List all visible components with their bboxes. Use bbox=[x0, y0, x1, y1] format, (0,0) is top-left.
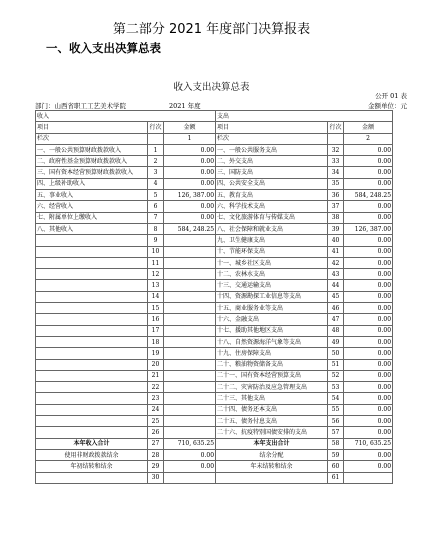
expense-row-no: 35 bbox=[328, 178, 344, 189]
income-row-no: 18 bbox=[148, 336, 164, 347]
expense-row-no: 32 bbox=[328, 144, 344, 155]
expense-item: 四、公共安全支出 bbox=[216, 178, 328, 189]
income-row-no: 8 bbox=[148, 223, 164, 234]
income-item bbox=[36, 257, 148, 268]
footer-row bbox=[36, 449, 393, 460]
expense-item: 十、节能环保支出 bbox=[216, 246, 328, 257]
income-row-no: 12 bbox=[148, 269, 164, 280]
table-row bbox=[36, 303, 393, 314]
expense-total-row-no: 58 bbox=[328, 438, 344, 449]
expense-item: 结余分配 bbox=[216, 449, 328, 460]
income-item bbox=[36, 382, 148, 393]
income-item bbox=[36, 416, 148, 427]
expense-amount: 0.00 bbox=[344, 382, 393, 393]
table-row bbox=[36, 404, 393, 415]
income-row-no: 10 bbox=[148, 246, 164, 257]
expense-amount: 0.00 bbox=[344, 336, 393, 347]
expense-item: 九、卫生健康支出 bbox=[216, 235, 328, 246]
income-item bbox=[36, 348, 148, 359]
income-row-no: 19 bbox=[148, 348, 164, 359]
expense-amount: 0.00 bbox=[344, 404, 393, 415]
expense-amount: 0.00 bbox=[344, 427, 393, 438]
income-amount: 0.00 bbox=[164, 212, 216, 223]
income-row-no: 15 bbox=[148, 303, 164, 314]
expense-amount: 0.00 bbox=[344, 303, 393, 314]
income-row-no: 7 bbox=[148, 212, 164, 223]
income-row-no: 6 bbox=[148, 201, 164, 212]
expense-item: 二、外交支出 bbox=[216, 156, 328, 167]
income-amount: 0.00 bbox=[164, 449, 216, 460]
expense-amount: 0.00 bbox=[344, 291, 393, 302]
income-amount bbox=[164, 370, 216, 381]
header-row-colno bbox=[36, 133, 393, 144]
table-row bbox=[36, 167, 393, 178]
expense-amount: 0.00 bbox=[344, 325, 393, 336]
expense-amount: 0.00 bbox=[344, 280, 393, 291]
expense-amount: 0.00 bbox=[344, 235, 393, 246]
header-row-section bbox=[36, 111, 393, 122]
income-amount bbox=[164, 257, 216, 268]
expense-item: 十五、商业服务业等支出 bbox=[216, 303, 328, 314]
income-amount: 126, 387.00 bbox=[164, 190, 216, 201]
income-total-amount: 710, 635.25 bbox=[164, 438, 216, 449]
income-expense-table bbox=[35, 110, 393, 484]
expense-item: 八、社会保障和就业支出 bbox=[216, 223, 328, 234]
income-row-no: 29 bbox=[148, 461, 164, 472]
income-amount bbox=[164, 269, 216, 280]
expense-row-no: 33 bbox=[328, 156, 344, 167]
income-row-no: 20 bbox=[148, 359, 164, 370]
income-amount bbox=[164, 314, 216, 325]
income-item bbox=[36, 269, 148, 280]
income-amount bbox=[164, 246, 216, 257]
expense-amount: 0.00 bbox=[344, 359, 393, 370]
table-row bbox=[36, 280, 393, 291]
income-item bbox=[36, 235, 148, 246]
expense-row-no: 53 bbox=[328, 382, 344, 393]
expense-item: 二十一、国有资本经营预算支出 bbox=[216, 370, 328, 381]
empty-cell bbox=[148, 133, 164, 144]
expense-item: 二十、粮油物资储备支出 bbox=[216, 359, 328, 370]
expense-row-no: 37 bbox=[328, 201, 344, 212]
income-total-row-no: 27 bbox=[148, 438, 164, 449]
income-amount bbox=[164, 416, 216, 427]
expense-item: 十四、资源勘探工业信息等支出 bbox=[216, 291, 328, 302]
expense-amount: 0.00 bbox=[344, 212, 393, 223]
expense-row-no: 56 bbox=[328, 416, 344, 427]
expense-amount: 0.00 bbox=[344, 167, 393, 178]
income-amount bbox=[164, 348, 216, 359]
income-row-no: 9 bbox=[148, 235, 164, 246]
expense-item: 十六、金融支出 bbox=[216, 314, 328, 325]
expense-amount: 0.00 bbox=[344, 416, 393, 427]
expense-amount: 0.00 bbox=[344, 449, 393, 460]
expense-item: 五、教育支出 bbox=[216, 190, 328, 201]
expense-row-no: 39 bbox=[328, 223, 344, 234]
expense-header: 支出 bbox=[216, 111, 393, 122]
expense-row-no: 43 bbox=[328, 269, 344, 280]
expense-row-no: 40 bbox=[328, 235, 344, 246]
expense-row-no: 45 bbox=[328, 291, 344, 302]
col-no-label: 栏次 bbox=[216, 133, 328, 144]
empty-cell bbox=[328, 133, 344, 144]
table-row bbox=[36, 336, 393, 347]
income-row-no: 14 bbox=[148, 291, 164, 302]
income-row-no: 25 bbox=[148, 416, 164, 427]
expense-row-no: 55 bbox=[328, 404, 344, 415]
expense-amount: 0.00 bbox=[344, 246, 393, 257]
expense-amount: 0.00 bbox=[344, 144, 393, 155]
income-item bbox=[36, 336, 148, 347]
income-amount bbox=[164, 291, 216, 302]
expense-row-no: 41 bbox=[328, 246, 344, 257]
expense-item bbox=[216, 472, 328, 483]
table-row bbox=[36, 370, 393, 381]
income-item: 七、附属单位上缴收入 bbox=[36, 212, 148, 223]
table-row bbox=[36, 269, 393, 280]
income-item: 年初结转和结余 bbox=[36, 461, 148, 472]
department-label: 部门：山西省职工工艺美术学院 bbox=[35, 102, 126, 110]
income-item: 二、政府性基金预算财政拨款收入 bbox=[36, 156, 148, 167]
table-row bbox=[36, 144, 393, 155]
income-amount: 0.00 bbox=[164, 201, 216, 212]
income-amount: 0.00 bbox=[164, 178, 216, 189]
income-amount bbox=[164, 359, 216, 370]
expense-amount: 0.00 bbox=[344, 269, 393, 280]
income-amount bbox=[164, 336, 216, 347]
table-row bbox=[36, 201, 393, 212]
expense-amount: 0.00 bbox=[344, 201, 393, 212]
expense-row-no: 54 bbox=[328, 393, 344, 404]
footer-row bbox=[36, 461, 393, 472]
expense-amount: 0.00 bbox=[344, 393, 393, 404]
income-row-no: 23 bbox=[148, 393, 164, 404]
expense-row-no: 44 bbox=[328, 280, 344, 291]
row-no-header: 行次 bbox=[328, 122, 344, 133]
item-header: 项目 bbox=[216, 122, 328, 133]
expense-row-no: 49 bbox=[328, 336, 344, 347]
expense-row-no: 50 bbox=[328, 348, 344, 359]
expense-item: 三、国防支出 bbox=[216, 167, 328, 178]
amount-header: 金额 bbox=[344, 122, 393, 133]
table-row bbox=[36, 190, 393, 201]
income-item: 一、一般公共预算财政拨款收入 bbox=[36, 144, 148, 155]
income-amount bbox=[164, 235, 216, 246]
income-amount bbox=[164, 404, 216, 415]
table-row bbox=[36, 223, 393, 234]
table-row bbox=[36, 156, 393, 167]
item-header: 项目 bbox=[36, 122, 148, 133]
expense-amount: 0.00 bbox=[344, 348, 393, 359]
section-title: 一、收入支出决算总表 bbox=[46, 41, 161, 55]
expense-row-no: 38 bbox=[328, 212, 344, 223]
unit-label: 金额单位：元 bbox=[368, 102, 407, 110]
income-row-no: 22 bbox=[148, 382, 164, 393]
expense-row-no: 61 bbox=[328, 472, 344, 483]
expense-row-no: 51 bbox=[328, 359, 344, 370]
expense-row-no: 57 bbox=[328, 427, 344, 438]
income-amount bbox=[164, 472, 216, 483]
income-amount: 0.00 bbox=[164, 156, 216, 167]
expense-amount: 0.00 bbox=[344, 370, 393, 381]
income-item bbox=[36, 291, 148, 302]
expense-row-no: 59 bbox=[328, 449, 344, 460]
income-item bbox=[36, 370, 148, 381]
income-amount: 0.00 bbox=[164, 461, 216, 472]
expense-row-no: 36 bbox=[328, 190, 344, 201]
expense-item: 二十六、抗疫特别国债安排的支出 bbox=[216, 427, 328, 438]
table-row bbox=[36, 382, 393, 393]
income-item bbox=[36, 314, 148, 325]
expense-amount: 0.00 bbox=[344, 257, 393, 268]
income-amount bbox=[164, 280, 216, 291]
expense-row-no: 47 bbox=[328, 314, 344, 325]
table-row bbox=[36, 291, 393, 302]
col-no-2: 2 bbox=[344, 133, 393, 144]
income-item bbox=[36, 404, 148, 415]
income-amount bbox=[164, 427, 216, 438]
table-title: 收入支出决算总表 bbox=[173, 82, 250, 93]
amount-header: 金额 bbox=[164, 122, 216, 133]
expense-amount bbox=[344, 472, 393, 483]
expense-item: 十八、自然资源海洋气象等支出 bbox=[216, 336, 328, 347]
income-row-no: 3 bbox=[148, 167, 164, 178]
income-row-no: 17 bbox=[148, 325, 164, 336]
income-row-no: 4 bbox=[148, 178, 164, 189]
footer-row bbox=[36, 472, 393, 483]
table-row bbox=[36, 257, 393, 268]
table-row bbox=[36, 314, 393, 325]
income-item: 使用非财政拨款结余 bbox=[36, 449, 148, 460]
income-item bbox=[36, 393, 148, 404]
table-row bbox=[36, 393, 393, 404]
income-item: 八、其他收入 bbox=[36, 223, 148, 234]
income-item bbox=[36, 303, 148, 314]
expense-item: 十二、农林水支出 bbox=[216, 269, 328, 280]
expense-item: 十一、城乡社区支出 bbox=[216, 257, 328, 268]
income-row-no: 28 bbox=[148, 449, 164, 460]
income-header: 收入 bbox=[36, 111, 216, 122]
income-amount: 0.00 bbox=[164, 167, 216, 178]
expense-item: 二十二、灾害防治及应急管理支出 bbox=[216, 382, 328, 393]
income-total-label: 本年收入合计 bbox=[36, 438, 148, 449]
income-item: 四、上级补助收入 bbox=[36, 178, 148, 189]
income-item: 三、国有资本经营预算财政拨款收入 bbox=[36, 167, 148, 178]
expense-row-no: 46 bbox=[328, 303, 344, 314]
row-no-header: 行次 bbox=[148, 122, 164, 133]
table-row bbox=[36, 178, 393, 189]
expense-amount: 0.00 bbox=[344, 314, 393, 325]
totals-row bbox=[36, 438, 393, 449]
expense-amount: 584, 248.25 bbox=[344, 190, 393, 201]
expense-row-no: 34 bbox=[328, 167, 344, 178]
expense-item: 一、一般公共服务支出 bbox=[216, 144, 328, 155]
income-row-no: 5 bbox=[148, 190, 164, 201]
income-item bbox=[36, 280, 148, 291]
income-row-no: 1 bbox=[148, 144, 164, 155]
table-row bbox=[36, 359, 393, 370]
income-row-no: 21 bbox=[148, 370, 164, 381]
expense-amount: 126, 387.00 bbox=[344, 223, 393, 234]
page-title: 第二部分 2021 年度部门决算报表 bbox=[112, 22, 311, 37]
income-row-no: 24 bbox=[148, 404, 164, 415]
income-row-no: 16 bbox=[148, 314, 164, 325]
expense-item: 六、科学技术支出 bbox=[216, 201, 328, 212]
table-row bbox=[36, 416, 393, 427]
expense-row-no: 42 bbox=[328, 257, 344, 268]
income-item bbox=[36, 472, 148, 483]
table-row bbox=[36, 348, 393, 359]
table-row bbox=[36, 246, 393, 257]
expense-item: 十七、援助其他地区支出 bbox=[216, 325, 328, 336]
income-amount bbox=[164, 382, 216, 393]
income-row-no: 11 bbox=[148, 257, 164, 268]
income-row-no: 2 bbox=[148, 156, 164, 167]
income-row-no: 30 bbox=[148, 472, 164, 483]
income-amount bbox=[164, 393, 216, 404]
expense-item: 七、文化旅游体育与传媒支出 bbox=[216, 212, 328, 223]
expense-amount: 0.00 bbox=[344, 178, 393, 189]
expense-total-label: 本年支出合计 bbox=[216, 438, 328, 449]
expense-row-no: 60 bbox=[328, 461, 344, 472]
income-item bbox=[36, 427, 148, 438]
expense-item: 二十三、其他支出 bbox=[216, 393, 328, 404]
income-item bbox=[36, 325, 148, 336]
col-no-1: 1 bbox=[164, 133, 216, 144]
income-amount: 0.00 bbox=[164, 144, 216, 155]
expense-item: 年末结转和结余 bbox=[216, 461, 328, 472]
income-item: 五、事业收入 bbox=[36, 190, 148, 201]
year-label: 2021 年度 bbox=[169, 102, 201, 110]
income-amount bbox=[164, 325, 216, 336]
expense-amount: 0.00 bbox=[344, 156, 393, 167]
income-row-no: 13 bbox=[148, 280, 164, 291]
table-row bbox=[36, 427, 393, 438]
form-code: 公开 01 表 bbox=[375, 92, 407, 100]
expense-total-amount: 710, 635.25 bbox=[344, 438, 393, 449]
expense-item: 二十五、债务付息支出 bbox=[216, 416, 328, 427]
expense-item: 十三、交通运输支出 bbox=[216, 280, 328, 291]
income-amount: 584, 248.25 bbox=[164, 223, 216, 234]
expense-item: 十九、住房保障支出 bbox=[216, 348, 328, 359]
table-row bbox=[36, 212, 393, 223]
table-row bbox=[36, 325, 393, 336]
expense-row-no: 52 bbox=[328, 370, 344, 381]
expense-amount: 0.00 bbox=[344, 461, 393, 472]
table-row bbox=[36, 235, 393, 246]
income-item bbox=[36, 359, 148, 370]
income-item: 六、经营收入 bbox=[36, 201, 148, 212]
income-row-no: 26 bbox=[148, 427, 164, 438]
expense-item: 二十四、债务还本支出 bbox=[216, 404, 328, 415]
header-row-columns bbox=[36, 122, 393, 133]
expense-row-no: 48 bbox=[328, 325, 344, 336]
col-no-label: 栏次 bbox=[36, 133, 148, 144]
income-item bbox=[36, 246, 148, 257]
income-amount bbox=[164, 303, 216, 314]
